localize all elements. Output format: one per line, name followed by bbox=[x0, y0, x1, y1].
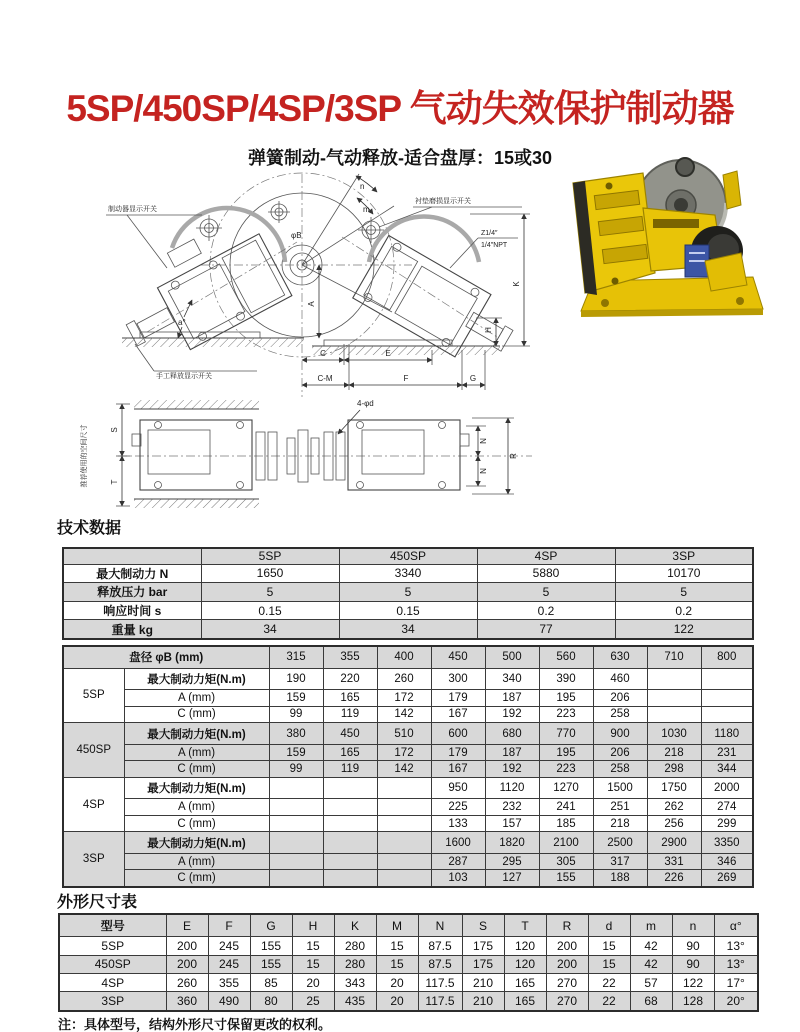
dim-value: 20° bbox=[714, 992, 758, 1011]
dim-col-header: T bbox=[504, 914, 546, 937]
diameter-header: 710 bbox=[647, 646, 701, 668]
svg-text:Z1/4″: Z1/4″ bbox=[481, 230, 498, 237]
torque-value: 450 bbox=[323, 723, 377, 745]
diameter-header: 450 bbox=[431, 646, 485, 668]
dim-K bbox=[470, 214, 530, 346]
torque-value: 390 bbox=[539, 668, 593, 690]
dim-value: 120 bbox=[504, 955, 546, 973]
dim-value: 15 bbox=[588, 937, 630, 955]
spec-value: 5 bbox=[615, 583, 753, 602]
diameter-header: 630 bbox=[593, 646, 647, 668]
dim-N-upper bbox=[478, 426, 488, 456]
svg-text:N: N bbox=[479, 438, 488, 444]
model-cell: 450SP bbox=[63, 723, 124, 778]
param-label: A (mm) bbox=[124, 853, 269, 869]
torque-value: 218 bbox=[647, 744, 701, 760]
page-title: 5SP/450SP/4SP/3SP 气动失效保护制动器 bbox=[66, 88, 734, 129]
spec-label: 最大制动力 N bbox=[63, 564, 201, 583]
dim-value: 57 bbox=[630, 974, 672, 992]
corner-cell bbox=[63, 548, 201, 564]
torque-value bbox=[377, 832, 431, 854]
torque-value bbox=[701, 668, 753, 690]
torque-value: 99 bbox=[269, 761, 323, 777]
param-label: A (mm) bbox=[124, 744, 269, 760]
torque-value: 2100 bbox=[539, 832, 593, 854]
torque-value: 225 bbox=[431, 799, 485, 815]
svg-text:R: R bbox=[509, 453, 518, 459]
torque-value: 346 bbox=[701, 853, 753, 869]
callout-manual-switch bbox=[135, 344, 257, 380]
dim-value: 200 bbox=[546, 937, 588, 955]
torque-value bbox=[323, 815, 377, 831]
dim-value: 270 bbox=[546, 974, 588, 992]
dim-value: 200 bbox=[166, 937, 208, 955]
spec-label: 重量 kg bbox=[63, 620, 201, 639]
torque-value: 600 bbox=[431, 723, 485, 745]
dim-value: 210 bbox=[462, 974, 504, 992]
param-label: C (mm) bbox=[124, 761, 269, 777]
footer-note: 注：具体型号，结构外形尺寸保留更改的权利。 bbox=[58, 1017, 332, 1032]
torque-value: 103 bbox=[431, 870, 485, 887]
dim-value: 68 bbox=[630, 992, 672, 1011]
dim-value: 80 bbox=[250, 992, 292, 1011]
model-cell: 4SP bbox=[59, 974, 166, 992]
dimensions-table-body bbox=[59, 914, 758, 1011]
dim-value: 20 bbox=[376, 992, 418, 1011]
air-port-label bbox=[450, 230, 518, 268]
torque-value bbox=[377, 870, 431, 887]
tech-data-heading: 技术数据 bbox=[57, 520, 122, 537]
svg-text:H: H bbox=[484, 327, 493, 333]
torque-value bbox=[647, 668, 701, 690]
dim-value: 270 bbox=[546, 992, 588, 1011]
dim-value: 15 bbox=[292, 937, 334, 955]
dim-value: 245 bbox=[208, 955, 250, 973]
torque-value bbox=[269, 870, 323, 887]
torque-value: 274 bbox=[701, 799, 753, 815]
torque-value: 218 bbox=[593, 815, 647, 831]
torque-value: 127 bbox=[485, 870, 539, 887]
dim-col-header: α° bbox=[714, 914, 758, 937]
torque-value bbox=[269, 832, 323, 854]
svg-text:1/4″NPT: 1/4″NPT bbox=[481, 242, 508, 249]
torque-value: 188 bbox=[593, 870, 647, 887]
torque-value: 195 bbox=[539, 690, 593, 706]
dim-F bbox=[349, 374, 462, 385]
dim-value: 175 bbox=[462, 955, 504, 973]
tech-data-table bbox=[62, 547, 754, 640]
torque-value: 680 bbox=[485, 723, 539, 745]
dim-value: 490 bbox=[208, 992, 250, 1011]
torque-value: 165 bbox=[323, 744, 377, 760]
dim-col-header: M bbox=[376, 914, 418, 937]
dim-col-header: n bbox=[672, 914, 714, 937]
torque-value: 2000 bbox=[701, 777, 753, 799]
torque-value: 295 bbox=[485, 853, 539, 869]
dim-value: 90 bbox=[672, 937, 714, 955]
dim-value: 128 bbox=[672, 992, 714, 1011]
torque-value: 159 bbox=[269, 744, 323, 760]
dim-value: 20 bbox=[376, 974, 418, 992]
torque-value: 1750 bbox=[647, 777, 701, 799]
spec-value: 0.15 bbox=[201, 601, 339, 620]
torque-value: 3350 bbox=[701, 832, 753, 854]
dim-value: 155 bbox=[250, 955, 292, 973]
spec-value: 0.2 bbox=[477, 601, 615, 620]
torque-value: 1270 bbox=[539, 777, 593, 799]
spec-value: 1650 bbox=[201, 564, 339, 583]
torque-value bbox=[377, 777, 431, 799]
torque-value bbox=[377, 799, 431, 815]
torque-value: 262 bbox=[647, 799, 701, 815]
diameter-header: 315 bbox=[269, 646, 323, 668]
dim-col-header: R bbox=[546, 914, 588, 937]
torque-value: 172 bbox=[377, 744, 431, 760]
dim-value: 15 bbox=[376, 937, 418, 955]
dim-m: m bbox=[363, 205, 370, 214]
dim-value: 15 bbox=[588, 955, 630, 973]
spec-value: 5 bbox=[339, 583, 477, 602]
dim-value: 280 bbox=[334, 955, 376, 973]
dim-value: 165 bbox=[504, 992, 546, 1011]
param-label: A (mm) bbox=[124, 799, 269, 815]
dim-value: 13° bbox=[714, 937, 758, 955]
torque-value: 187 bbox=[485, 744, 539, 760]
dim-N-lower bbox=[478, 456, 488, 486]
torque-value: 232 bbox=[485, 799, 539, 815]
dim-value: 17° bbox=[714, 974, 758, 992]
torque-value: 331 bbox=[647, 853, 701, 869]
torque-value: 206 bbox=[593, 690, 647, 706]
dim-value: 15 bbox=[292, 955, 334, 973]
torque-value: 142 bbox=[377, 761, 431, 777]
torque-value: 340 bbox=[485, 668, 539, 690]
dim-value: 90 bbox=[672, 955, 714, 973]
spec-label: 响应时间 s bbox=[63, 601, 201, 620]
spec-value: 122 bbox=[615, 620, 753, 639]
svg-text:衬垫磨损显示开关: 衬垫磨损显示开关 bbox=[415, 198, 471, 205]
param-label: 最大制动力矩(N.m) bbox=[124, 832, 269, 854]
diameter-header: 800 bbox=[701, 646, 753, 668]
space-note bbox=[79, 425, 88, 488]
torque-table-body bbox=[63, 646, 753, 887]
param-label: C (mm) bbox=[124, 815, 269, 831]
dim-value: 175 bbox=[462, 937, 504, 955]
svg-text:制动器显示开关: 制动器显示开关 bbox=[108, 206, 157, 213]
spec-value: 0.2 bbox=[615, 601, 753, 620]
dim-col-header: H bbox=[292, 914, 334, 937]
torque-value: 300 bbox=[431, 668, 485, 690]
dim-value: 120 bbox=[504, 937, 546, 955]
spec-value: 77 bbox=[477, 620, 615, 639]
dim-col-header: E bbox=[166, 914, 208, 937]
dim-value: 20 bbox=[292, 974, 334, 992]
torque-value: 133 bbox=[431, 815, 485, 831]
dimensions-table bbox=[58, 913, 759, 1012]
torque-value bbox=[377, 815, 431, 831]
torque-value: 260 bbox=[377, 668, 431, 690]
torque-value: 317 bbox=[593, 853, 647, 869]
left-ground bbox=[122, 332, 304, 347]
torque-value: 258 bbox=[593, 706, 647, 722]
param-label: C (mm) bbox=[124, 706, 269, 722]
svg-text:G: G bbox=[469, 374, 477, 383]
torque-value bbox=[323, 870, 377, 887]
svg-text:推荐使用的空间尺寸: 推荐使用的空间尺寸 bbox=[81, 424, 88, 488]
technical-drawing bbox=[72, 172, 577, 517]
svg-text:K: K bbox=[512, 281, 521, 287]
right-ground bbox=[312, 340, 500, 355]
param-label: 最大制动力矩(N.m) bbox=[124, 723, 269, 745]
spec-value: 5 bbox=[201, 583, 339, 602]
dim-col-header: S bbox=[462, 914, 504, 937]
diameter-header: 400 bbox=[377, 646, 431, 668]
svg-text:T: T bbox=[110, 479, 119, 485]
dim-value: 117.5 bbox=[418, 974, 462, 992]
torque-value: 1500 bbox=[593, 777, 647, 799]
dim-value: 42 bbox=[630, 955, 672, 973]
spec-value: 5 bbox=[477, 583, 615, 602]
torque-value: 155 bbox=[539, 870, 593, 887]
svg-text:N: N bbox=[479, 468, 488, 474]
torque-value: 187 bbox=[485, 690, 539, 706]
torque-value: 165 bbox=[323, 690, 377, 706]
torque-value: 1120 bbox=[485, 777, 539, 799]
torque-value: 1180 bbox=[701, 723, 753, 745]
torque-value: 190 bbox=[269, 668, 323, 690]
dim-value: 200 bbox=[166, 955, 208, 973]
bottom-left-unit bbox=[132, 420, 277, 490]
torque-value: 192 bbox=[485, 761, 539, 777]
left-lining-arc bbox=[172, 208, 285, 262]
torque-value: 299 bbox=[701, 815, 753, 831]
torque-value: 1820 bbox=[485, 832, 539, 854]
dim-value: 122 bbox=[672, 974, 714, 992]
model-header: 3SP bbox=[615, 548, 753, 564]
torque-value: 119 bbox=[323, 761, 377, 777]
bolt-holes-label bbox=[338, 399, 374, 434]
svg-text:A: A bbox=[307, 301, 316, 307]
callout-brake-switch bbox=[106, 204, 202, 268]
torque-value: 251 bbox=[593, 799, 647, 815]
torque-value bbox=[323, 777, 377, 799]
product-photo bbox=[565, 153, 770, 321]
param-label: 最大制动力矩(N.m) bbox=[124, 777, 269, 799]
torque-value: 950 bbox=[431, 777, 485, 799]
torque-value: 2900 bbox=[647, 832, 701, 854]
dim-table-heading: 外形尺寸表 bbox=[57, 894, 138, 911]
model-cell: 450SP bbox=[59, 955, 166, 973]
dim-value: 355 bbox=[208, 974, 250, 992]
model-cell: 3SP bbox=[59, 992, 166, 1011]
dim-col-header: N bbox=[418, 914, 462, 937]
dim-value: 85 bbox=[250, 974, 292, 992]
torque-table bbox=[62, 645, 754, 888]
diameter-header: 500 bbox=[485, 646, 539, 668]
torque-value: 179 bbox=[431, 690, 485, 706]
torque-value: 226 bbox=[647, 870, 701, 887]
torque-value: 231 bbox=[701, 744, 753, 760]
model-cell: 5SP bbox=[63, 668, 124, 723]
torque-value: 900 bbox=[593, 723, 647, 745]
torque-value bbox=[701, 706, 753, 722]
model-header: 5SP bbox=[201, 548, 339, 564]
torque-value bbox=[269, 853, 323, 869]
torque-value: 195 bbox=[539, 744, 593, 760]
torque-value: 460 bbox=[593, 668, 647, 690]
model-col-header: 型号 bbox=[59, 914, 166, 937]
torque-value: 220 bbox=[323, 668, 377, 690]
torque-value: 380 bbox=[269, 723, 323, 745]
torque-value: 298 bbox=[647, 761, 701, 777]
dim-col-header: m bbox=[630, 914, 672, 937]
spec-value: 10170 bbox=[615, 564, 753, 583]
dim-value: 245 bbox=[208, 937, 250, 955]
spec-value: 34 bbox=[339, 620, 477, 639]
torque-value: 172 bbox=[377, 690, 431, 706]
torque-value bbox=[323, 799, 377, 815]
dim-value: 260 bbox=[166, 974, 208, 992]
clearance-bars bbox=[134, 400, 259, 508]
dim-value: 200 bbox=[546, 955, 588, 973]
dim-value: 22 bbox=[588, 992, 630, 1011]
model-cell: 5SP bbox=[59, 937, 166, 955]
model-header: 4SP bbox=[477, 548, 615, 564]
svg-text:C: C bbox=[320, 349, 326, 358]
svg-text:F: F bbox=[403, 374, 409, 383]
dim-value: 435 bbox=[334, 992, 376, 1011]
disc-dia-header: 盘径 φB (mm) bbox=[63, 646, 269, 668]
dim-value: 87.5 bbox=[418, 955, 462, 973]
brake-indicator-switch bbox=[196, 215, 222, 241]
dim-value: 165 bbox=[504, 974, 546, 992]
spec-value: 3340 bbox=[339, 564, 477, 583]
torque-value bbox=[269, 799, 323, 815]
dim-value: 22 bbox=[588, 974, 630, 992]
torque-value: 256 bbox=[647, 815, 701, 831]
torque-value bbox=[647, 706, 701, 722]
spec-value: 5880 bbox=[477, 564, 615, 583]
spec-value: 34 bbox=[201, 620, 339, 639]
torque-value: 305 bbox=[539, 853, 593, 869]
dim-value: 155 bbox=[250, 937, 292, 955]
dim-value: 360 bbox=[166, 992, 208, 1011]
dim-value: 343 bbox=[334, 974, 376, 992]
dim-col-header: F bbox=[208, 914, 250, 937]
torque-value: 258 bbox=[593, 761, 647, 777]
model-cell: 3SP bbox=[63, 832, 124, 887]
svg-text:a°: a° bbox=[178, 318, 186, 327]
torque-value: 159 bbox=[269, 690, 323, 706]
param-label: C (mm) bbox=[124, 870, 269, 887]
dim-A bbox=[307, 265, 319, 338]
torque-value bbox=[269, 777, 323, 799]
torque-value: 157 bbox=[485, 815, 539, 831]
dim-col-header: d bbox=[588, 914, 630, 937]
dim-G bbox=[462, 374, 485, 385]
dim-value: 13° bbox=[714, 955, 758, 973]
torque-value: 206 bbox=[593, 744, 647, 760]
diameter-header: 560 bbox=[539, 646, 593, 668]
torque-value: 269 bbox=[701, 870, 753, 887]
torque-value: 223 bbox=[539, 706, 593, 722]
torque-value: 510 bbox=[377, 723, 431, 745]
torque-value: 119 bbox=[323, 706, 377, 722]
dim-value: 25 bbox=[292, 992, 334, 1011]
param-label: A (mm) bbox=[124, 690, 269, 706]
dim-col-header: G bbox=[250, 914, 292, 937]
tech-data-body bbox=[63, 548, 753, 639]
torque-value bbox=[647, 690, 701, 706]
torque-value bbox=[377, 853, 431, 869]
svg-text:手工释放显示开关: 手工释放显示开关 bbox=[156, 373, 212, 380]
top-bolt bbox=[268, 201, 290, 223]
dim-H bbox=[476, 318, 502, 346]
torque-value: 241 bbox=[539, 799, 593, 815]
model-cell: 4SP bbox=[63, 777, 124, 832]
torque-value: 770 bbox=[539, 723, 593, 745]
dim-T bbox=[110, 456, 122, 506]
dim-value: 117.5 bbox=[418, 992, 462, 1011]
spec-value: 0.15 bbox=[339, 601, 477, 620]
torque-value: 167 bbox=[431, 706, 485, 722]
torque-value: 99 bbox=[269, 706, 323, 722]
dim-value: 280 bbox=[334, 937, 376, 955]
diameter-header: 355 bbox=[323, 646, 377, 668]
page-subtitle: 弹簧制动-气动释放-适合盘厚：15或30 bbox=[247, 148, 553, 168]
svg-text:C-M: C-M bbox=[317, 374, 333, 383]
torque-value: 1030 bbox=[647, 723, 701, 745]
torque-value bbox=[269, 815, 323, 831]
torque-value: 223 bbox=[539, 761, 593, 777]
torque-value: 287 bbox=[431, 853, 485, 869]
param-label: 最大制动力矩(N.m) bbox=[124, 668, 269, 690]
disc-dia-label: φB bbox=[291, 231, 302, 240]
torque-value bbox=[323, 853, 377, 869]
svg-text:S: S bbox=[110, 427, 119, 433]
spec-label: 释放压力 bar bbox=[63, 583, 201, 602]
torque-value: 185 bbox=[539, 815, 593, 831]
dim-value: 210 bbox=[462, 992, 504, 1011]
dim-n: n bbox=[360, 182, 365, 191]
torque-value: 192 bbox=[485, 706, 539, 722]
torque-value bbox=[323, 832, 377, 854]
torque-value: 2500 bbox=[593, 832, 647, 854]
dim-value: 87.5 bbox=[418, 937, 462, 955]
torque-value: 142 bbox=[377, 706, 431, 722]
dim-col-header: K bbox=[334, 914, 376, 937]
bottom-right-unit bbox=[324, 420, 469, 490]
svg-text:E: E bbox=[385, 349, 391, 358]
dim-S bbox=[110, 404, 122, 456]
torque-value: 179 bbox=[431, 744, 485, 760]
torque-value: 1600 bbox=[431, 832, 485, 854]
dim-CM bbox=[302, 374, 349, 385]
torque-value: 167 bbox=[431, 761, 485, 777]
dim-value: 42 bbox=[630, 937, 672, 955]
torque-value: 344 bbox=[701, 761, 753, 777]
dim-value: 15 bbox=[376, 955, 418, 973]
torque-value bbox=[701, 690, 753, 706]
model-header: 450SP bbox=[339, 548, 477, 564]
svg-text:4-φd: 4-φd bbox=[357, 399, 374, 408]
